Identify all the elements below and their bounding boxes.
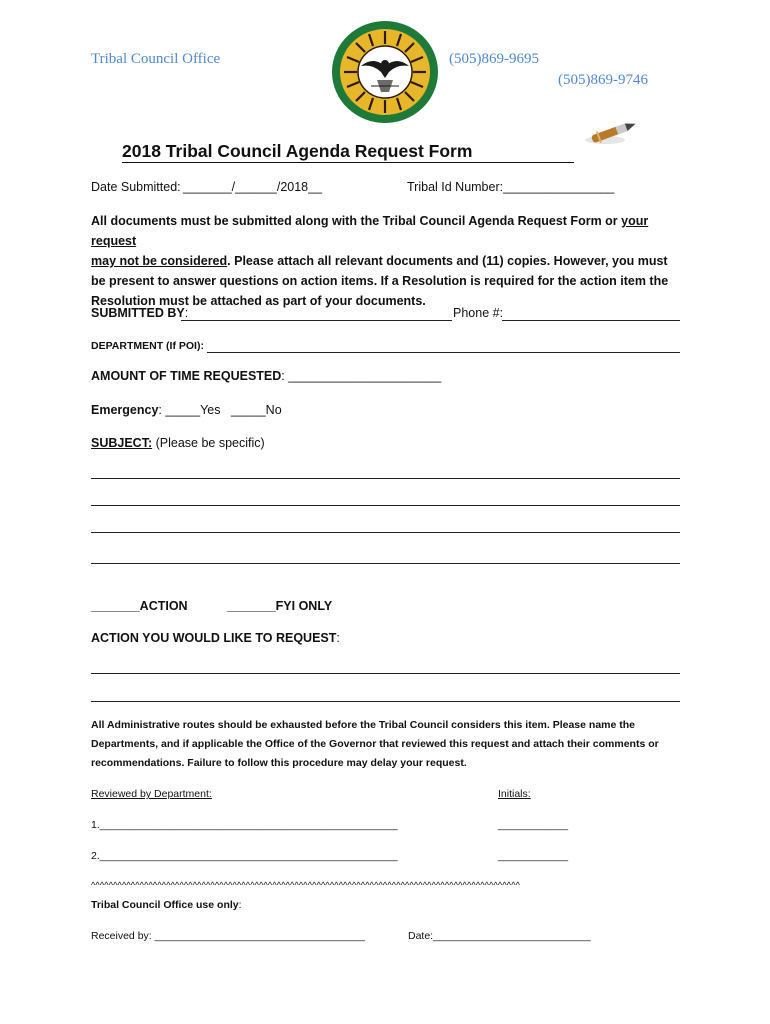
submitted-by-field[interactable] bbox=[181, 320, 452, 321]
subject-line-2[interactable] bbox=[91, 505, 680, 506]
action-request-line-2[interactable] bbox=[91, 701, 680, 702]
emergency-row[interactable] bbox=[91, 403, 282, 417]
date-field[interactable]: _______/______/2018__ bbox=[183, 180, 323, 194]
emergency-label: Emergency bbox=[91, 403, 159, 417]
intro-underline-1: your request bbox=[91, 214, 649, 248]
action-request-line-1[interactable] bbox=[91, 673, 680, 674]
intro-text-1: All documents must be submitted along with the Tribal Council Agenda Request Form or bbox=[91, 214, 622, 228]
submitted-by-row bbox=[91, 306, 188, 320]
phone-number-1: (505)869-9695 bbox=[449, 51, 539, 67]
department-field[interactable] bbox=[207, 352, 680, 353]
action-request-label: ACTION YOU WOULD LIKE TO REQUEST bbox=[91, 631, 337, 645]
department-label: DEPARTMENT (If POI): bbox=[91, 340, 204, 352]
emergency-options[interactable]: : _____Yes _____No bbox=[158, 403, 282, 417]
office-name: Tribal Council Office bbox=[91, 51, 221, 67]
intro-text-2: . Please attach all relevant documents and (11) copies. However, you must be present to answer questions on action items. If a Resolution is required for the action item the Resolution must be attached as part of your documents. bbox=[91, 254, 669, 308]
action-request-row bbox=[91, 631, 340, 645]
tribal-seal-logo bbox=[331, 20, 439, 124]
office-use-colon: : bbox=[238, 899, 242, 911]
reviewed-by-label: Reviewed by Department: bbox=[91, 788, 212, 800]
office-use-row bbox=[91, 899, 242, 911]
initials-field-1[interactable]: ____________ bbox=[498, 819, 569, 831]
form-title: 2018 Tribal Council Agenda Request Form bbox=[122, 141, 473, 161]
received-by-field[interactable]: Received by: ____________________________________ bbox=[91, 930, 365, 942]
date-submitted[interactable] bbox=[91, 180, 181, 194]
title-underline bbox=[122, 162, 574, 163]
fyi-option[interactable]: _______FYI ONLY bbox=[227, 599, 333, 613]
phone-field[interactable] bbox=[502, 320, 680, 321]
submitted-by-label: SUBMITTED BY bbox=[91, 306, 185, 320]
department-review-1[interactable]: 1.___________________________________________________ bbox=[91, 819, 398, 831]
time-requested-label: AMOUNT OF TIME REQUESTED bbox=[91, 369, 282, 383]
caret-separator: ^^^^^^^^^^^^^^^^^^^^^^^^^^^^^^^^^^^^^^^^^^^^^^^^^^^^^^^^^^^^^^^^^^^^^^^^^^^^^^^^^^^^^^^^^^^^^^^^^ bbox=[91, 880, 521, 890]
subject-line-1[interactable] bbox=[91, 478, 680, 479]
tribal-id-field[interactable]: Tribal Id Number:________________ bbox=[407, 180, 615, 194]
subject-hint: (Please be specific) bbox=[152, 436, 265, 450]
intro-underline-2: may not be considered bbox=[91, 254, 228, 268]
subject-row bbox=[91, 436, 265, 450]
submitted-by-colon: : bbox=[184, 306, 189, 320]
department-review-2[interactable]: 2.___________________________________________________ bbox=[91, 850, 398, 862]
phone-number-2: (505)869-9746 bbox=[558, 72, 648, 88]
subject-line-4[interactable] bbox=[91, 563, 680, 564]
date-label: Date Submitted: bbox=[91, 180, 181, 194]
action-request-colon: : bbox=[336, 631, 340, 645]
subject-line-3[interactable] bbox=[91, 532, 680, 533]
date-received-field[interactable]: Date:___________________________ bbox=[408, 930, 591, 942]
phone-label: Phone #: bbox=[453, 306, 504, 320]
fountain-pen-icon bbox=[583, 108, 639, 154]
admin-note: All Administrative routes should be exhausted before the Tribal Council considers this item. Please name the Departments, and if applicable the Office of the Governor that reviewed this request and attach their comments or recommendations. Failure to follow this procedure may delay your request. bbox=[91, 719, 659, 769]
action-option[interactable]: _______ACTION bbox=[91, 599, 188, 613]
subject-label: SUBJECT: bbox=[91, 436, 153, 450]
time-requested-row[interactable] bbox=[91, 369, 441, 383]
intro-paragraph bbox=[91, 211, 681, 311]
office-use-label: Tribal Council Office use only bbox=[91, 899, 239, 911]
initials-label: Initials: bbox=[498, 788, 531, 800]
initials-field-2[interactable]: ____________ bbox=[498, 850, 569, 862]
time-requested-field[interactable]: : ______________________ bbox=[281, 369, 442, 383]
